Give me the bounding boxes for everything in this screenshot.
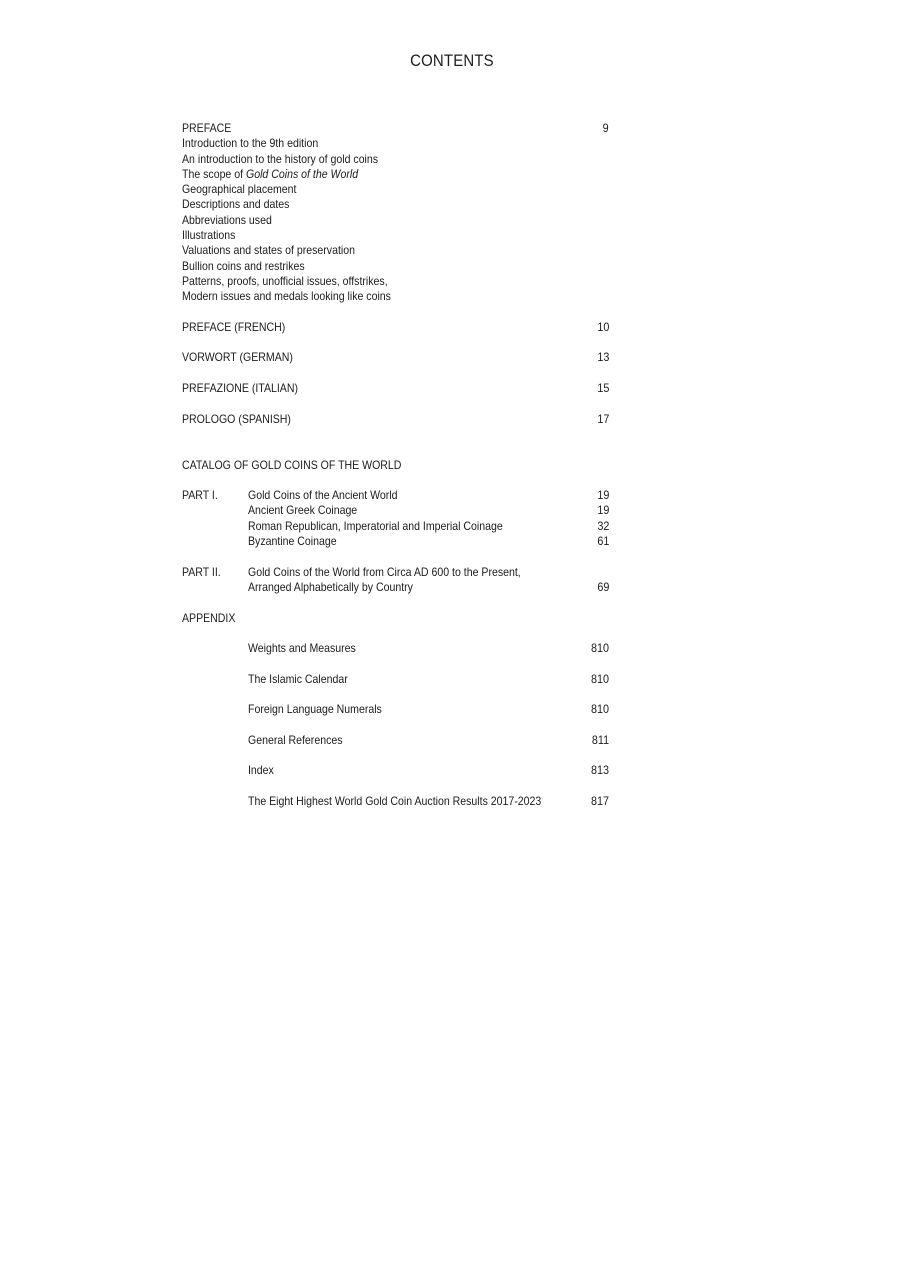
preface-subitem: Bullion coins and restrikes <box>182 258 305 273</box>
toc-entry-auction-results[interactable]: The Eight Highest World Gold Coin Auction Results 2017-2023 817 <box>248 794 609 809</box>
preface-subitem: Illustrations <box>182 228 236 243</box>
page-number: 19 <box>596 488 609 503</box>
toc-entry-roman[interactable]: Roman Republican, Imperatorial and Imperial Coinage 32 <box>248 518 609 533</box>
toc-entry-foreign-numerals[interactable]: Foreign Language Numerals 810 <box>248 702 609 717</box>
appendix-heading: APPENDIX <box>182 610 236 625</box>
page-number: 10 <box>596 319 609 334</box>
entry-label: PREFACE <box>182 121 232 135</box>
toc-entry-part2-line1[interactable]: PART II. Gold Coins of the World from Circa AD 600 to the Present, <box>182 564 521 579</box>
page-number: 811 <box>591 732 609 747</box>
page-number: 810 <box>590 641 609 656</box>
page-number: 813 <box>590 763 609 778</box>
preface-subitem: Geographical placement <box>182 182 297 197</box>
page-number: 13 <box>596 350 609 365</box>
preface-subitem: An introduction to the history of gold coins <box>182 151 379 166</box>
part-label: PART I. <box>182 488 218 503</box>
table-of-contents <box>182 121 609 809</box>
page-number: 817 <box>590 794 609 809</box>
preface-subitem: Patterns, proofs, unofficial issues, offstrikes, <box>182 273 388 288</box>
toc-entry-general-references[interactable]: General References 811 <box>248 732 609 747</box>
toc-entry-preface-french[interactable]: PREFACE (FRENCH) 10 <box>182 319 609 334</box>
page-number: 810 <box>590 702 609 717</box>
page-number: 810 <box>590 671 609 686</box>
page-number: 9 <box>602 121 609 135</box>
scope-prefix: The scope of <box>182 166 244 181</box>
preface-subitem: Introduction to the 9th edition <box>182 136 319 151</box>
preface-subitem: Valuations and states of preservation <box>182 243 355 258</box>
toc-entry-part2-line2[interactable]: Arranged Alphabetically by Country 69 <box>248 579 609 594</box>
part-label: PART II. <box>182 564 221 579</box>
preface-subitem: Descriptions and dates <box>182 197 290 212</box>
toc-entry-weights-measures[interactable]: Weights and Measures 810 <box>248 641 609 656</box>
page-number: 32 <box>596 518 609 533</box>
toc-entry-prefazione-italian[interactable]: PREFAZIONE (ITALIAN) 15 <box>182 381 609 396</box>
preface-subitem: Modern issues and medals looking like coins <box>182 289 391 304</box>
page-number: 17 <box>596 411 609 426</box>
toc-entry-vorwort-german[interactable]: VORWORT (GERMAN) 13 <box>182 350 609 365</box>
page-title: CONTENTS <box>410 51 494 70</box>
toc-entry-ancient-greek[interactable]: Ancient Greek Coinage 19 <box>248 503 609 518</box>
page-number: 61 <box>596 534 609 549</box>
book-title-italic: Gold Coins of the World <box>245 166 359 181</box>
catalog-heading: CATALOG OF GOLD COINS OF THE WORLD <box>182 457 402 472</box>
preface-subitem <box>182 167 609 182</box>
page-number: 15 <box>596 381 609 396</box>
preface-subitem: Abbreviations used <box>182 212 272 227</box>
toc-entry-part1-ancient-world[interactable]: PART I. Gold Coins of the Ancient World 19 <box>182 488 609 503</box>
toc-entry-byzantine[interactable]: Byzantine Coinage 61 <box>248 534 609 549</box>
page-number: 69 <box>596 579 609 594</box>
toc-entry-islamic-calendar[interactable]: The Islamic Calendar 810 <box>248 671 609 686</box>
toc-entry-prologo-spanish[interactable]: PROLOGO (SPANISH) 17 <box>182 411 609 426</box>
toc-entry-preface[interactable] <box>182 121 609 136</box>
toc-entry-index[interactable]: Index 813 <box>248 763 609 778</box>
page-number: 19 <box>596 503 609 518</box>
